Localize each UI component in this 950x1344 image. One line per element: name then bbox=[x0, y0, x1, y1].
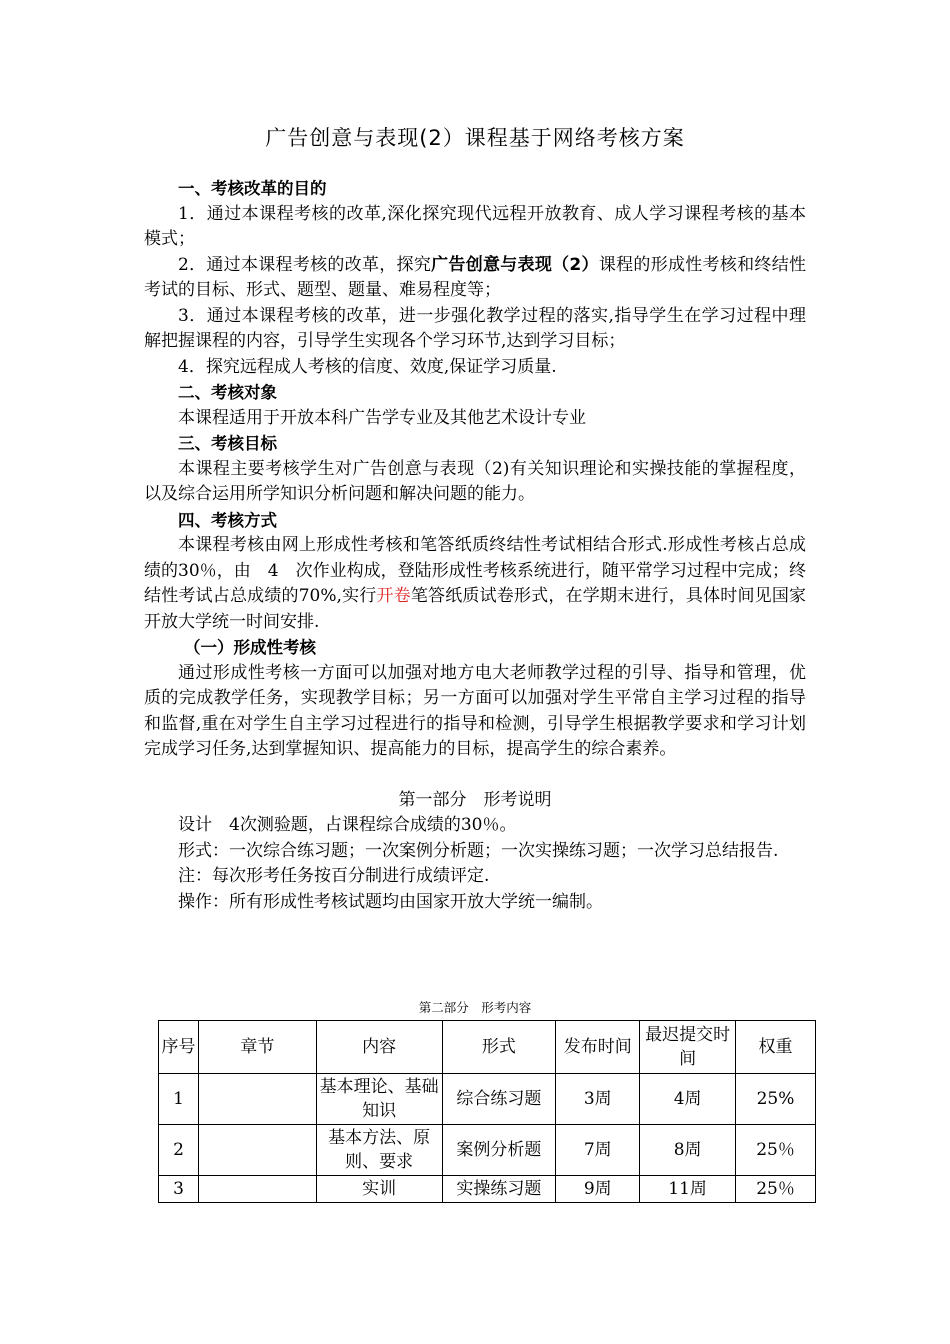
table-row bbox=[159, 1074, 816, 1125]
table-cell: 基本方法、原则、要求 bbox=[316, 1125, 442, 1176]
paragraph: 1．通过本课程考核的改革,深化探究现代远程开放教育、成人学习课程考核的基本模式； bbox=[144, 203, 806, 249]
paragraph: 2．通过本课程考核的改革，探究广告创意与表现（2）课程的形成性考核和终结性考试的目标、形式、题型、题量、难易程度等； bbox=[144, 254, 806, 300]
section-heading-method: 四、考核方式 bbox=[178, 510, 277, 530]
header-cell: 发布时间 bbox=[556, 1021, 640, 1074]
table-cell: 案例分析题 bbox=[442, 1125, 556, 1176]
table-cell bbox=[198, 1125, 316, 1176]
paragraph: 4．探究远程成人考核的信度、效度,保证学习质量. bbox=[178, 356, 557, 377]
header-cell: 形式 bbox=[442, 1021, 556, 1074]
paragraph: 3．通过本课程考核的改革，进一步强化教学过程的落实,指导学生在学习过程中理解把握课程的内容，引导学生实现各个学习环节,达到学习目标； bbox=[144, 305, 806, 351]
table-cell: 7周 bbox=[556, 1125, 640, 1176]
table-cell bbox=[198, 1074, 316, 1125]
table-cell: 9周 bbox=[556, 1176, 640, 1203]
table-row bbox=[159, 1176, 816, 1203]
table-cell bbox=[198, 1176, 316, 1203]
part1-operation: 操作：所有形成性考核试题均由国家开放大学统一编制。 bbox=[178, 891, 603, 912]
part1-design: 设计 4次测验题，占课程综合成绩的30％。 bbox=[178, 815, 517, 835]
open-book-highlight: 开卷 bbox=[376, 586, 411, 606]
table-cell: 实训 bbox=[316, 1176, 442, 1203]
document-title: 广告创意与表现(2）课程基于网络考核方案 bbox=[265, 126, 685, 150]
assessment-table bbox=[158, 1020, 816, 1203]
table-cell: 4周 bbox=[640, 1074, 736, 1125]
table-cell: 2 bbox=[159, 1125, 199, 1176]
header-cell: 权重 bbox=[736, 1021, 816, 1074]
table-cell: 基本理论、基础知识 bbox=[316, 1074, 442, 1125]
section-heading-target: 二、考核对象 bbox=[178, 383, 277, 402]
section-heading-purpose: 一、考核改革的目的 bbox=[178, 179, 327, 198]
header-cell: 最迟提交时间 bbox=[640, 1021, 736, 1074]
paragraph: 本课程主要考核学生对广告创意与表现（2)有关知识理论和实操技能的掌握程度，以及综合运用所学知识分析问题和解决问题的能力。 bbox=[144, 458, 806, 504]
header-cell: 章节 bbox=[198, 1021, 316, 1074]
part2-heading: 第二部分 形考内容 bbox=[418, 1000, 532, 1015]
table-row bbox=[159, 1125, 816, 1176]
table-cell: 3 bbox=[159, 1176, 199, 1203]
paragraph: 通过形成性考核一方面可以加强对地方电大老师教学过程的引导、指导和管理，优质的完成教学任务，实现教学目标；另一方面可以加强对学生平常自主学习过程的指导和监督,重在对学生自主学习过程进行的指导和检测，引导学生根据教学要求和学习计划完成学习任务,达到掌握知识、提高能力的目标，提高学生的综合素养。 bbox=[144, 662, 806, 759]
paragraph: 本课程考核由网上形成性考核和笔答纸质终结性考试相结合形式.形成性考核占总成绩的30％，由 4 次作业构成，登陆形成性考核系统进行，随平常学习过程中完成；终结性考试占总成绩的70%,实行开卷笔答纸质试卷形式，在学期末进行，具体时间见国家开放大学统一时间安排. bbox=[144, 535, 807, 632]
document-body bbox=[144, 176, 806, 915]
table-cell: 25％ bbox=[736, 1125, 816, 1176]
table-cell: 25% bbox=[736, 1074, 816, 1125]
subsection-heading-formative: （一）形成性考核 bbox=[184, 638, 316, 657]
table-cell: 3周 bbox=[556, 1074, 640, 1125]
paragraph: 本课程适用于开放本科广告学专业及其他艺术设计专业 bbox=[178, 407, 586, 428]
part1-note: 注：每次形考任务按百分制进行成绩评定. bbox=[178, 866, 490, 886]
table-cell: 25％ bbox=[736, 1176, 816, 1203]
table-cell: 1 bbox=[159, 1074, 199, 1125]
header-cell: 内容 bbox=[316, 1021, 442, 1074]
table-cell: 综合练习题 bbox=[442, 1074, 556, 1125]
table-header-row bbox=[159, 1021, 816, 1074]
table-cell: 实操练习题 bbox=[442, 1176, 556, 1203]
table-cell: 8周 bbox=[640, 1125, 736, 1176]
table-cell: 11周 bbox=[640, 1176, 736, 1203]
header-cell: 序号 bbox=[159, 1021, 199, 1074]
part1-heading: 第一部分 形考说明 bbox=[398, 789, 552, 810]
course-name-bold: 广告创意与表现（2） bbox=[431, 254, 599, 275]
part1-form: 形式：一次综合练习题；一次案例分析题；一次实操练习题；一次学习总结报告. bbox=[178, 840, 779, 861]
section-heading-goal: 三、考核目标 bbox=[178, 434, 277, 453]
